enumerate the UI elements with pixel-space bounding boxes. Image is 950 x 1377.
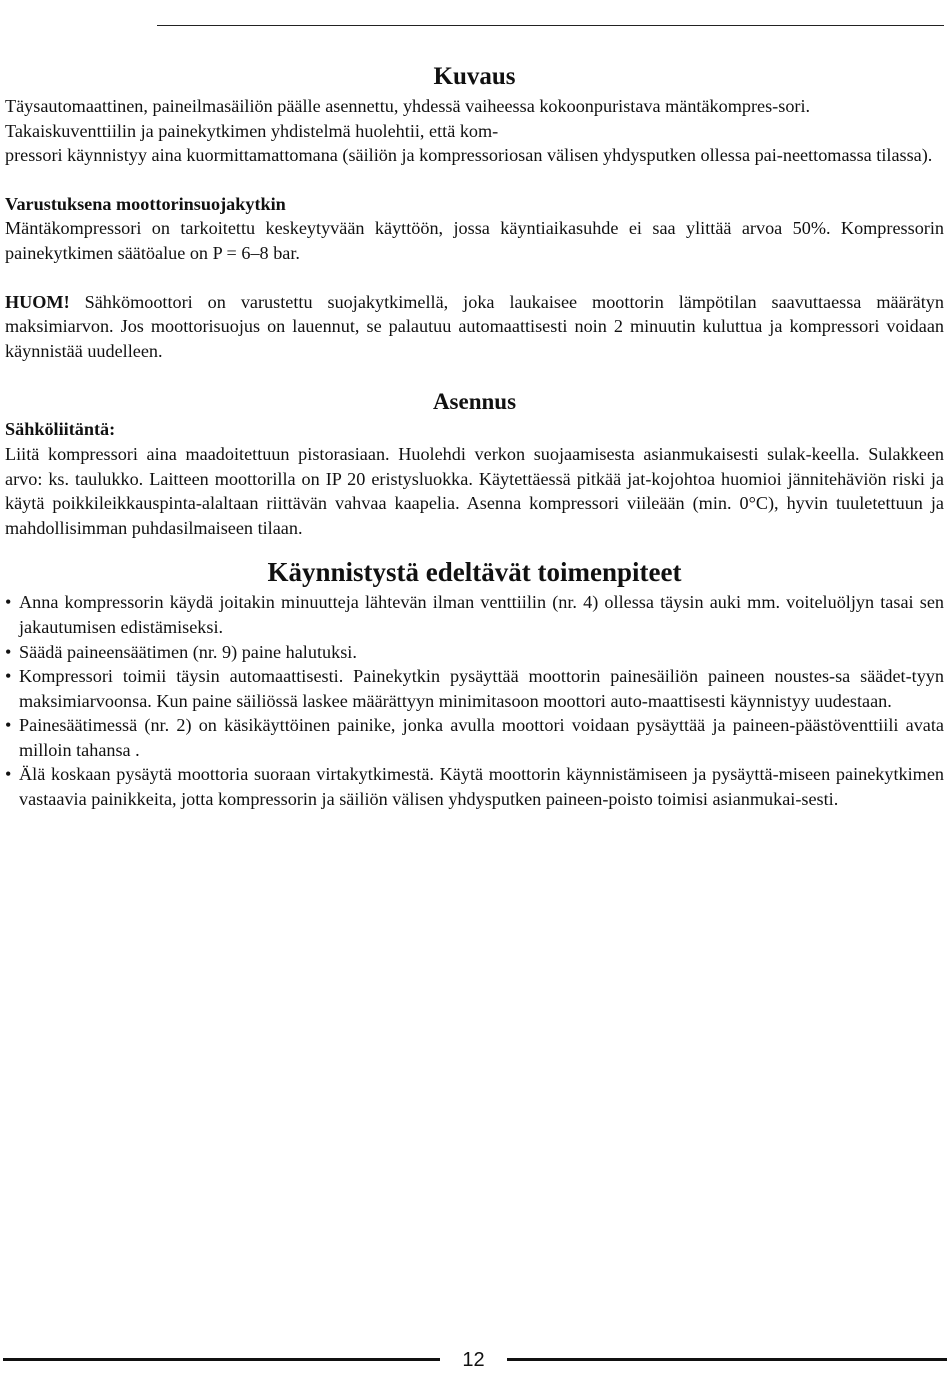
heading-kaynnistys: Käynnistystä edeltävät toimenpiteet (267, 557, 682, 588)
kuvaus-paragraph-2-rest: pressori käynnistyy aina kuormittamattomana (säiliön ja kompressoriosan välisen yhdysputken ollessa pai-neettomassa tilassa). (5, 145, 933, 166)
footer-rule-right (507, 1358, 947, 1361)
varustus-paragraph: Mäntäkompressori on tarkoitettu keskeytyvään käyttöön, jossa käyntiaikasuhde ei saa ylittää arvoa 50%. Kompressorin painekytkimen säätöalue on P = 6–8 bar. (5, 218, 944, 263)
list-item: • Anna kompressorin käydä joitakin minuutteja lähtevän ilman venttiilin (nr. 4) ollessa täysin auki mm. voiteluöljyn tasai sen jakautumisen edistämiseksi. (5, 592, 944, 637)
list-item: • Painesäätimessä (nr. 2) on käsikäyttöinen painike, jonka avulla moottori voidaan pysäyttää ja paineen-päästöventtiili avata milloin tahansa . (5, 715, 944, 760)
huom-text: Sähkömoottori on varustettu suojakytkimellä, joka laukaisee moottorin lämpötilan saavuttaessa määrätyn maksimiarvon. Jos moottorisuojus on lauennut, se palautuu automaattisesti noin 2 minuutin kuluttua ja kompressori voidaan käynnistää uudelleen. (5, 291, 944, 361)
footer-rule-left (3, 1358, 440, 1361)
header-rule (157, 25, 944, 26)
kuvaus-paragraph-2-line-1: Takaiskuventtiilin ja painekytkimen yhdistelmä huolehtii, että kom- (5, 120, 499, 141)
varustus-heading: Varustuksena moottorinsuojakytkin (5, 193, 286, 214)
list-item: • Älä koskaan pysäytä moottoria suoraan virtakytkimestä. Käytä moottorin käynnistämiseen ja pysäyttä-miseen painekytkimen vastaavia painikkeita, jotta kompressorin ja säiliön välisen yhdysputken paineen-poisto toimisi asianmukai-sesti. (5, 764, 944, 810)
huom-label: HUOM! (5, 291, 70, 312)
huom-paragraph (5, 290, 944, 364)
page-number: 12 (462, 1349, 485, 1371)
sahkoliitanta-heading: Sähköliitäntä: (5, 419, 116, 440)
heading-asennus: Asennus (432, 389, 517, 415)
list-item: • Säädä paineensäätimen (nr. 9) paine halutuksi. (5, 641, 357, 662)
document-body (5, 60, 944, 812)
page-footer (0, 1346, 950, 1374)
heading-kuvaus: Kuvaus (433, 63, 516, 90)
asennus-paragraph: Liitä kompressori aina maadoitettuun pistorasiaan. Huolehdi verkon suojaamisesta asianmukaisesti sulak-keella. Sulakkeen arvo: ks. taulukko. Laitteen moottorilla on IP 20 eristysluokka. Käytettäessä pitkää jat-kojohtoa huomioi jännitehäviön riski ja käytä poikkileikkauspinta-alaltaan riittävän vahvaa kaapelia. Asenna kompressori viileään (min. 0°C), hyvin tuuletettuun ja mahdollisimman puhdasilmaiseen tilaan. (5, 443, 944, 538)
list-item: • Kompressori toimii täysin automaattisesti. Painekytkin pysäyttää moottorin painesäiliön paineen noustes-sa säädet-tyyn maksimiarvoonsa. Kun paine säiliössä laskee määrättyyn minimitasoon moottori auto-maattisesti käynnistyy uudestaan. (5, 666, 944, 711)
kaynnistys-list (5, 590, 944, 811)
kuvaus-paragraph-1: Täysautomaattinen, paineilmasäiliön päälle asennettu, yhdessä vaiheessa kokoonpuristava mäntäkompres-sori. (5, 96, 811, 116)
